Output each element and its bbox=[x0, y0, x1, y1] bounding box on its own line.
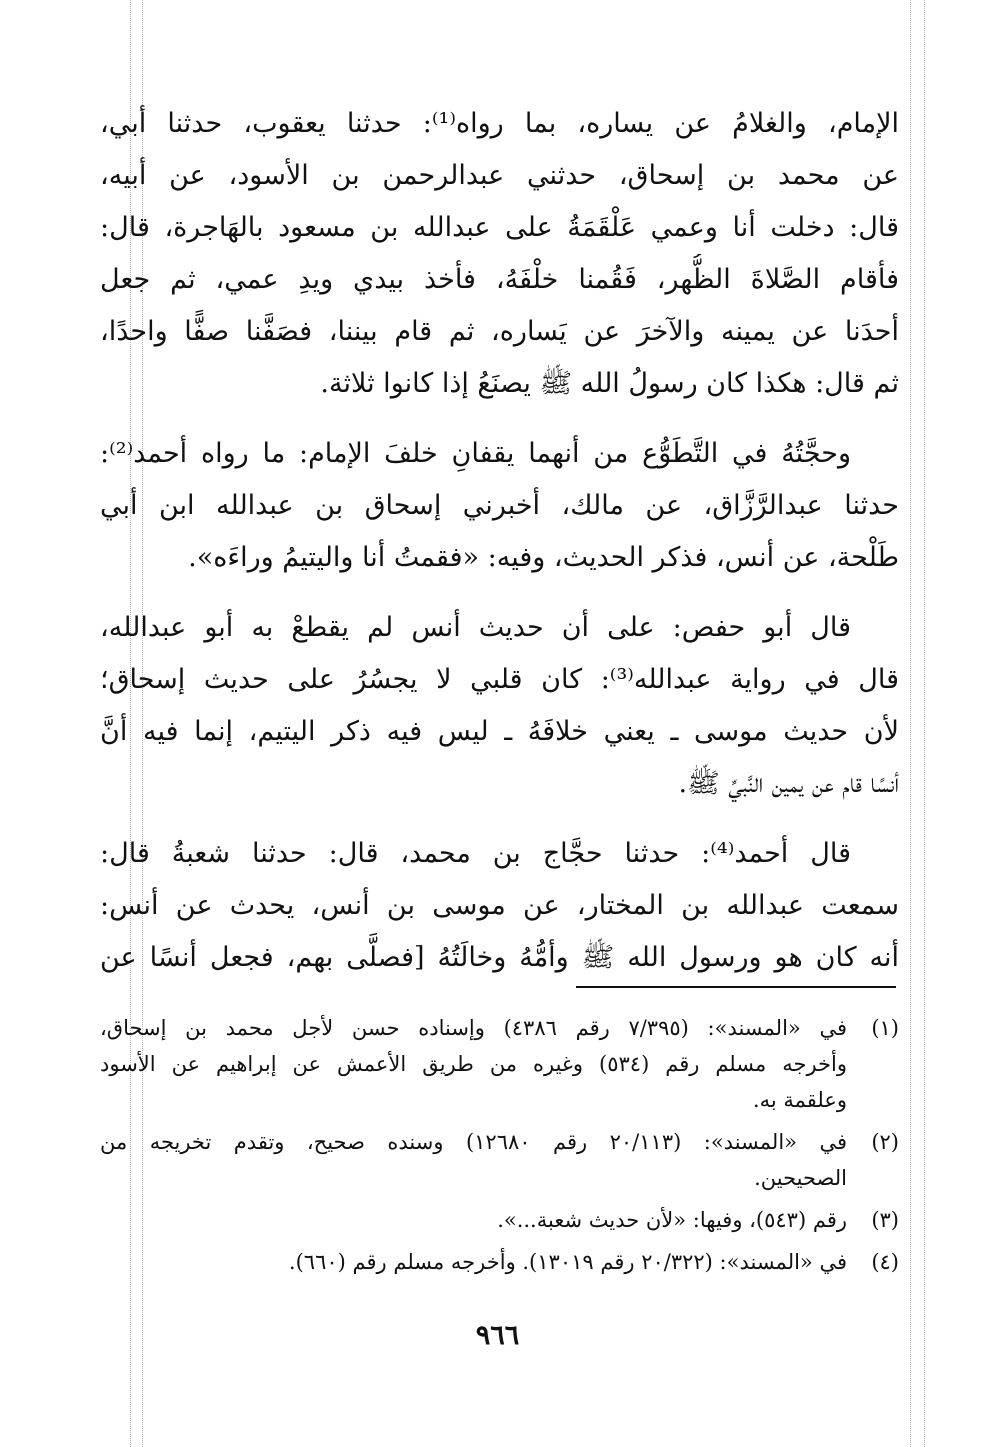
page-number: ٩٦٦ bbox=[475, 1320, 520, 1351]
text-line: سمعت عبدالله بن المختار، عن موسى بن أنس، يحدث عن أنس: bbox=[100, 890, 899, 921]
text-line: عن محمد بن إسحاق، حدثني عبدالرحمن بن الأسود، عن أبيه، bbox=[100, 160, 899, 191]
scan-edge-line bbox=[910, 0, 911, 1447]
text-line: أحدَنا عن يمينه والآخرَ عن يَساره، ثم قام بيننا، فصَفَّنا صفًّا واحدًا، bbox=[100, 316, 899, 347]
paragraph-2 bbox=[100, 428, 899, 584]
footnote-separator bbox=[576, 986, 896, 988]
text-line: قال أحمد⁽⁴⁾: حدثنا حجَّاج بن محمد، قال: حدثنا شعبةُ قال: bbox=[100, 838, 851, 869]
footnote-line: رقم (٥٤٣)، وفيها: «لأن حديث شعبة...». bbox=[497, 1208, 847, 1232]
text-line: لأن حديث موسى ـ يعني خلافَهُ ـ ليس فيه ذكر اليتيم، إنما فيه أنَّ bbox=[100, 716, 899, 747]
paragraph-3 bbox=[100, 602, 899, 810]
text-line: أنه كان هو ورسول الله ﷺ وأمُّهُ وخالَتُهُ [فصلَّى بهم، فجعل أنسًا عن bbox=[100, 942, 899, 973]
footnote-3 bbox=[100, 1202, 899, 1238]
footnote-line: وعلقمة به. bbox=[752, 1088, 847, 1112]
footnote-number: (٤) bbox=[871, 1250, 899, 1274]
footnote-line: وأخرجه مسلم رقم (٥٣٤) وغيره من طريق الأعمش عن إبراهيم عن الأسود bbox=[100, 1052, 847, 1076]
footnote-line: في «المسند»: (٧/٣٩٥ رقم ٤٣٨٦) وإسناده حسن لأجل محمد بن إسحاق، bbox=[100, 1016, 847, 1040]
text-line: قال أبو حفص: على أن حديث أنس لم يقطعْ به أبو عبدالله، bbox=[100, 612, 851, 643]
footnotes bbox=[100, 1010, 899, 1286]
footnote-line: في «المسند»: (٢٠/١١٣ رقم ١٢٦٨٠) وسنده صحيح، وتقدم تخريجه من bbox=[100, 1130, 847, 1154]
text-line: قال في رواية عبدالله⁽³⁾: كان قلبي لا يجسُرُ على حديث إسحاق؛ bbox=[100, 664, 899, 695]
footnote-2 bbox=[100, 1124, 899, 1196]
text-line: فأقام الصَّلاةَ الظُّهر، فَقُمنا خلْفَهُ، فأخذ بيدي ويدِ عمي، ثم جعل bbox=[100, 264, 899, 295]
paragraph-1 bbox=[100, 98, 899, 410]
text-line: حدثنا عبدالرَّزَّاق، عن مالك، أخبرني إسحاق بن عبدالله ابن أبي bbox=[100, 490, 899, 521]
main-text bbox=[100, 98, 899, 1002]
footnote-number: (٣) bbox=[871, 1208, 899, 1232]
text-line: قال: دخلت أنا وعمي عَلْقَمَةُ على عبدالله بن مسعود بالهَاجرة، قال: bbox=[100, 212, 899, 243]
footnote-line: في «المسند»: (٢٠/٣٢٢ رقم ١٣٠١٩). وأخرجه مسلم رقم (٦٦٠). bbox=[288, 1250, 847, 1274]
text-line: أنسًا قام عن يمين النَّبيِّ ﷺ. bbox=[678, 768, 899, 799]
footnote-4 bbox=[100, 1244, 899, 1280]
text-line: ثم قال: هكذا كان رسولُ الله ﷺ يصنَعُ إذا كانوا ثلاثة. bbox=[320, 368, 899, 399]
scan-edge-line bbox=[924, 0, 925, 1447]
paragraph-4 bbox=[100, 828, 899, 984]
text-line: الإمام، والغلامُ عن يساره، بما رواه⁽¹⁾: حدثنا يعقوب، حدثنا أبي، bbox=[100, 108, 899, 139]
footnote-1 bbox=[100, 1010, 899, 1118]
text-line: طَلْحة، عن أنس، فذكر الحديث، وفيه: «فقمتُ أنا واليتيمُ وراءَه». bbox=[188, 542, 899, 573]
text-line: وحجَّتُهُ في التَّطَوُّع من أنهما يقفانِ خلفَ الإمام: ما رواه أحمد⁽²⁾: bbox=[100, 438, 851, 469]
footnote-line: الصحيحين. bbox=[754, 1166, 847, 1190]
footnote-number: (٢) bbox=[871, 1130, 899, 1154]
footnote-number: (١) bbox=[871, 1016, 899, 1040]
